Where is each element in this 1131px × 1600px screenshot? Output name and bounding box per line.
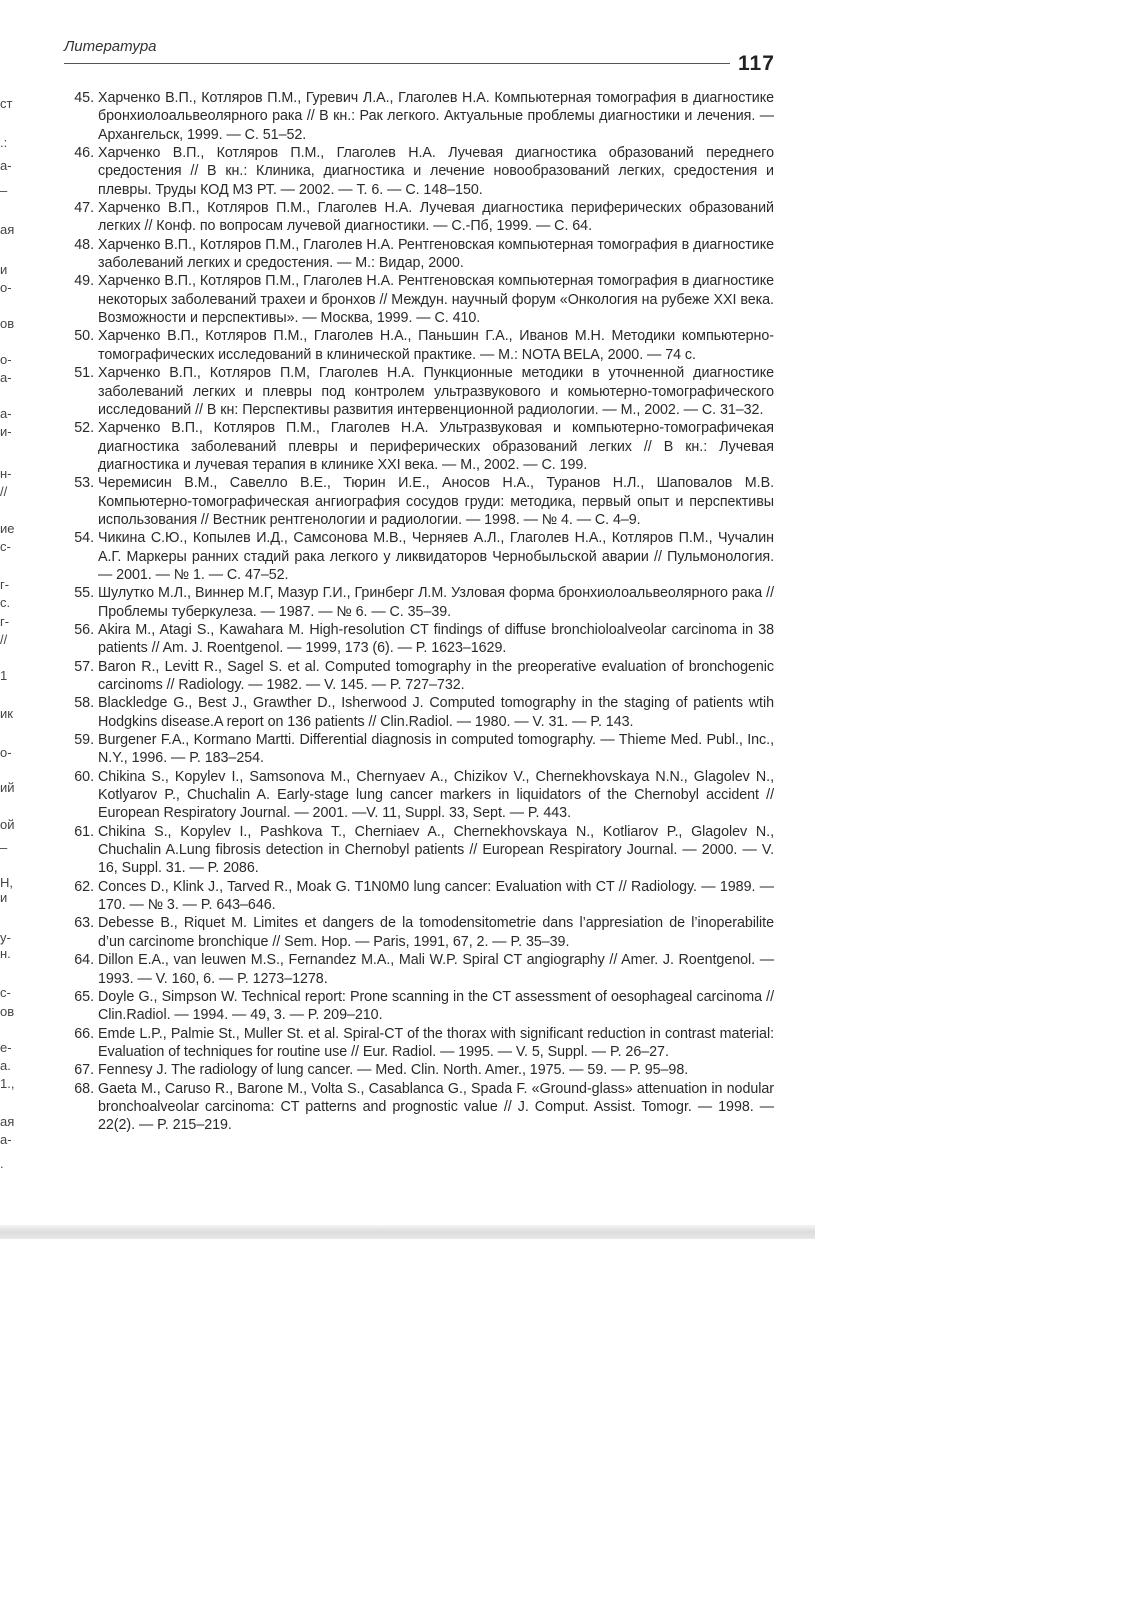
reference-number: 68. — [74, 1080, 94, 1097]
reference-number: 54. — [74, 530, 94, 547]
margin-fragment: и — [0, 890, 8, 905]
reference-text: Харченко В.П., Котляров П.М, Глаголев Н.А. Пункционные методики в уточненной диагностике заболеваний легких и плевры под контролем ультразвукового и комьютерно-томографического исследований // В кн: Перспективы развития интервенционной радиологии. — М., 2002. — С. 31–32. — [98, 365, 774, 418]
reference-text: Emde L.P., Palmie St., Muller St. et al. Spiral-CT of the thorax with significant reduction in contrast material: Evaluation of techniques for routine use // Eur. Radiol. — 1995. — V. 5, Suppl. — P. 26–27. — [98, 1025, 774, 1060]
reference-item — [68, 584, 774, 621]
margin-fragment: ст — [0, 96, 13, 111]
reference-text: Burgener F.A., Kormano Martti. Differential diagnosis in computed tomography. — Thieme Med. Publ., Inc., N.Y., 1996. — P. 183–254. — [98, 732, 774, 767]
reference-item — [68, 272, 774, 327]
reference-text: Baron R., Levitt R., Sagel S. et al. Computed tomography in the preoperative evaluation of bronchogenic carcinoms // Radiology. — 1982. — V. 145. — P. 727–732. — [98, 658, 774, 693]
margin-fragment: 1 — [0, 668, 8, 683]
margin-fragment: с- — [0, 539, 11, 554]
margin-fragment: г- — [0, 577, 10, 592]
reference-number: 64. — [74, 952, 94, 969]
reference-text: Blackledge G., Best J., Grawther D., Isherwood J. Computed tomography in the staging of patients wtih Hodgkins disease.A report on 136 patients // Clin.Radiol. — 1980. — V. 31. — P. 143. — [98, 695, 774, 730]
reference-text: Харченко В.П., Котляров П.М., Глаголев Н.А. Рентгеновская компьютерная томография в диагностике заболеваний легких и средостения. — М.: Видар, 2000. — [98, 236, 774, 272]
reference-item — [68, 694, 774, 731]
reference-text: Akira M., Atagi S., Kawahara M. High-resolution CT findings of diffuse bronchioloalveolar carcinoma in 38 patients // Am. J. Roentgenol. — 1999, 173 (6). — P. 1623–1629. — [98, 621, 774, 657]
margin-fragment: ов — [0, 1004, 15, 1019]
reference-item — [68, 474, 774, 529]
reference-text: Gaeta M., Caruso R., Barone M., Volta S., Casablanca G., Spada F. «Ground-glass» attenuation in nodular bronchoalveolar carcinoma: CT patterns and prognostic value // J. Comput. Assist. Tomogr. — 1998. — 22(2). — P. 215–219. — [98, 1080, 774, 1134]
margin-fragment: ая — [0, 1114, 15, 1129]
margin-fragment: – — [0, 183, 8, 198]
margin-fragment: а- — [0, 406, 12, 421]
reference-number: 50. — [74, 328, 94, 345]
margin-fragment: . — [0, 1156, 4, 1171]
reference-item — [68, 621, 774, 658]
reference-text: Харченко В.П., Котляров П.М., Гуревич Л.А., Глаголев Н.А. Компьютерная томография в диагностике бронхиолоальвеолярного рака // В кн.: Рак легкого. Актуальные проблемы диагностики и лечения. — Архангельск, 1999. — С. 51–52. — [98, 90, 774, 143]
reference-number: 62. — [74, 878, 94, 895]
reference-text: Черемисин В.М., Савелло В.Е., Тюрин И.Е., Аносов Н.А., Туранов Н.Л., Шаповалов М.В. Компьютерно-томографическая ангиография сосудов груди: методика, первый опыт и перспективы использования // Вестник рентгенологии и радиологии. — 1998. — № 4. — С. 4–9. — [98, 475, 774, 528]
margin-fragment: н. — [0, 946, 11, 961]
reference-number: 46. — [74, 145, 94, 162]
margin-fragment: ий — [0, 780, 15, 795]
reference-list — [68, 89, 774, 1135]
reference-number: 45. — [74, 90, 94, 106]
margin-fragment: о- — [0, 745, 12, 760]
reference-text: Харченко В.П., Котляров П.М., Глаголев Н.А. Рентгеновская компьютерная томография в диагностике некоторых заболеваний трахеи и бронхов // Междун. научный форум «Онкология на рубеже XXI века. Возможности и перспективы». — Москва, 1999. — С. 410. — [98, 273, 774, 327]
reference-item — [68, 364, 774, 419]
reference-text: Doyle G., Simpson W. Technical report: Prone scanning in the CT assessment of oesophageal carcinoma // Clin.Radiol. — 1994. — 49, 3. — P. 209–210. — [98, 988, 774, 1024]
margin-fragment: ая — [0, 222, 15, 237]
margin-fragment: ой — [0, 817, 15, 832]
margin-fragment: Н, — [0, 875, 13, 890]
left-margin-bleed — [0, 0, 14, 1600]
margin-fragment: ик — [0, 706, 13, 721]
margin-fragment: ов — [0, 316, 15, 331]
margin-fragment: с- — [0, 985, 11, 1000]
reference-number: 57. — [74, 658, 94, 675]
reference-number: 63. — [74, 915, 94, 932]
reference-number: 58. — [74, 695, 94, 712]
running-header-title: Литература — [64, 38, 157, 55]
reference-item — [68, 1061, 774, 1079]
reference-text: Харченко В.П., Котляров П.М., Глаголев Н.А., Паньшин Г.А., Иванов М.Н. Методики компьютерно-томографических исследований в клинической практике. — М.: NOTA BELA, 2000. — 74 с. — [98, 328, 774, 363]
reference-text: Шулутко М.Л., Виннер М.Г, Мазур Г.И., Гринберг Л.М. Узловая форма бронхиолоальвеолярного рака // Проблемы туберкулеза. — 1987. — № 6. — С. 35–39. — [98, 585, 774, 620]
margin-fragment: г- — [0, 614, 10, 629]
reference-number: 52. — [74, 420, 94, 437]
margin-fragment: у- — [0, 930, 11, 945]
margin-fragment: и — [0, 262, 8, 277]
reference-item — [68, 988, 774, 1025]
reference-number: 47. — [74, 200, 94, 217]
reference-number: 67. — [74, 1062, 94, 1079]
margin-fragment: ие — [0, 521, 15, 536]
margin-fragment: н- — [0, 466, 12, 481]
reference-item — [68, 823, 774, 878]
margin-fragment: .: — [0, 135, 8, 150]
margin-fragment: а- — [0, 370, 12, 385]
reference-text: Chikina S., Kopylev I., Pashkova T., Cherniaev A., Chernekhovskaya N., Kotliarov P., Glagolev N., Chuchalin A.Lung fibrosis detection in Chernobyl patients // European Respiratory Journal. — 2000. — V. 16, Suppl. 31. — P. 2086. — [98, 823, 774, 877]
header-rule — [64, 63, 730, 64]
reference-number: 59. — [74, 732, 94, 749]
reference-number: 53. — [74, 475, 94, 492]
reference-item — [68, 1025, 774, 1062]
reference-number: 65. — [74, 988, 94, 1005]
reference-number: 61. — [74, 823, 94, 840]
reference-text: Dillon E.A., van leuwen M.S., Fernandez M.A., Mali W.P. Spiral CT angiography // Amer. J. Roentgenol. — 1993. — V. 160, 6. — P. 1273–1278. — [98, 952, 774, 987]
margin-fragment: а- — [0, 1132, 12, 1147]
margin-fragment: а- — [0, 158, 12, 173]
reference-item — [68, 951, 774, 988]
reference-text: Conces D., Klink J., Tarved R., Moak G. T1N0M0 lung cancer: Evaluation with CT // Radiology. — 1989. — 170. — № 3. — P. 643–646. — [98, 878, 774, 914]
reference-item — [68, 914, 774, 951]
reference-text: Fennesy J. The radiology of lung cancer. — Med. Clin. North. Amer., 1975. — 59. — P. 95–98. — [98, 1062, 689, 1079]
reference-item — [68, 236, 774, 273]
reference-number: 49. — [74, 273, 94, 290]
margin-fragment: // — [0, 632, 8, 647]
reference-number: 51. — [74, 365, 94, 382]
margin-fragment: о- — [0, 352, 12, 367]
reference-text: Харченко В.П., Котляров П.М., Глаголев Н.А. Лучевая диагностика периферических образований легких // Конф. по вопросам лучевой диагностики. — С.-Пб, 1999. — С. 64. — [98, 200, 774, 235]
reference-number: 55. — [74, 585, 94, 602]
reference-text: Debesse B., Riquet M. Limites et dangers de la tomodensitometrie dans l’appresiation de l’inoperabilite d’un carcinome bronchique // Sem. Hop. — Paris, 1991, 67, 2. — P. 35–39. — [98, 915, 774, 950]
reference-item — [68, 1080, 774, 1135]
reference-number: 60. — [74, 768, 94, 785]
margin-fragment: // — [0, 484, 8, 499]
reference-text: Харченко В.П., Котляров П.М., Глаголев Н.А. Ультразвуковая и компьютерно-томографичекая диагностика заболеваний плевры и периферических образований легких // В кн.: Лучевая диагностика и лучевая терапия в клинике XXI века. — М., 2002. — С. 199. — [98, 420, 774, 473]
reference-number: 66. — [74, 1025, 94, 1042]
reference-item — [68, 327, 774, 364]
reference-text: Чикина С.Ю., Копылев И.Д., Самсонова М.В., Черняев А.Л., Глаголев Н.А., Котляров П.М., Чучалин А.Г. Маркеры ранних стадий рака легкого у ликвидаторов Чернобыльской аварии // Пульмонология. — 2001. — № 1. — С. 47–52. — [98, 530, 774, 583]
margin-fragment: о- — [0, 280, 12, 295]
reference-item — [68, 529, 774, 584]
reference-item — [68, 144, 774, 199]
reference-item — [68, 731, 774, 768]
reference-item — [68, 199, 774, 236]
reference-item — [68, 878, 774, 915]
margin-fragment: 1., — [0, 1076, 15, 1091]
reference-text: Харченко В.П., Котляров П.М., Глаголев Н.А. Лучевая диагностика образований переднего средостения // В кн.: Клиника, диагностика и лечение новообразований легких, средостения и плевры. Труды КОД МЗ РТ. — 2002. — Т. 6. — С. 148–150. — [98, 145, 774, 198]
margin-fragment: и- — [0, 424, 12, 439]
reference-text: Chikina S., Kopylev I., Samsonova M., Chernyaev A., Chizikov V., Chernekhovskaya N.N., Glagolev N., Kotlyarov P., Chuchalin A. Early-stage lung cancer markers in liquidators of the Chernobyl accident // European Respiratory Journal. — 2001. —V. 11, Suppl. 33, Sept. — P. 443. — [98, 768, 774, 822]
reference-item — [68, 89, 774, 144]
margin-fragment: – — [0, 840, 8, 855]
margin-fragment: а. — [0, 1058, 11, 1073]
reference-item — [68, 768, 774, 823]
margin-fragment: е- — [0, 1040, 12, 1055]
reference-item — [68, 658, 774, 695]
margin-fragment: с. — [0, 595, 11, 610]
page-number: 117 — [738, 52, 775, 75]
reference-number: 56. — [74, 621, 94, 638]
scan-bottom-band — [0, 1225, 815, 1239]
reference-number: 48. — [74, 236, 94, 253]
reference-item — [68, 419, 774, 474]
